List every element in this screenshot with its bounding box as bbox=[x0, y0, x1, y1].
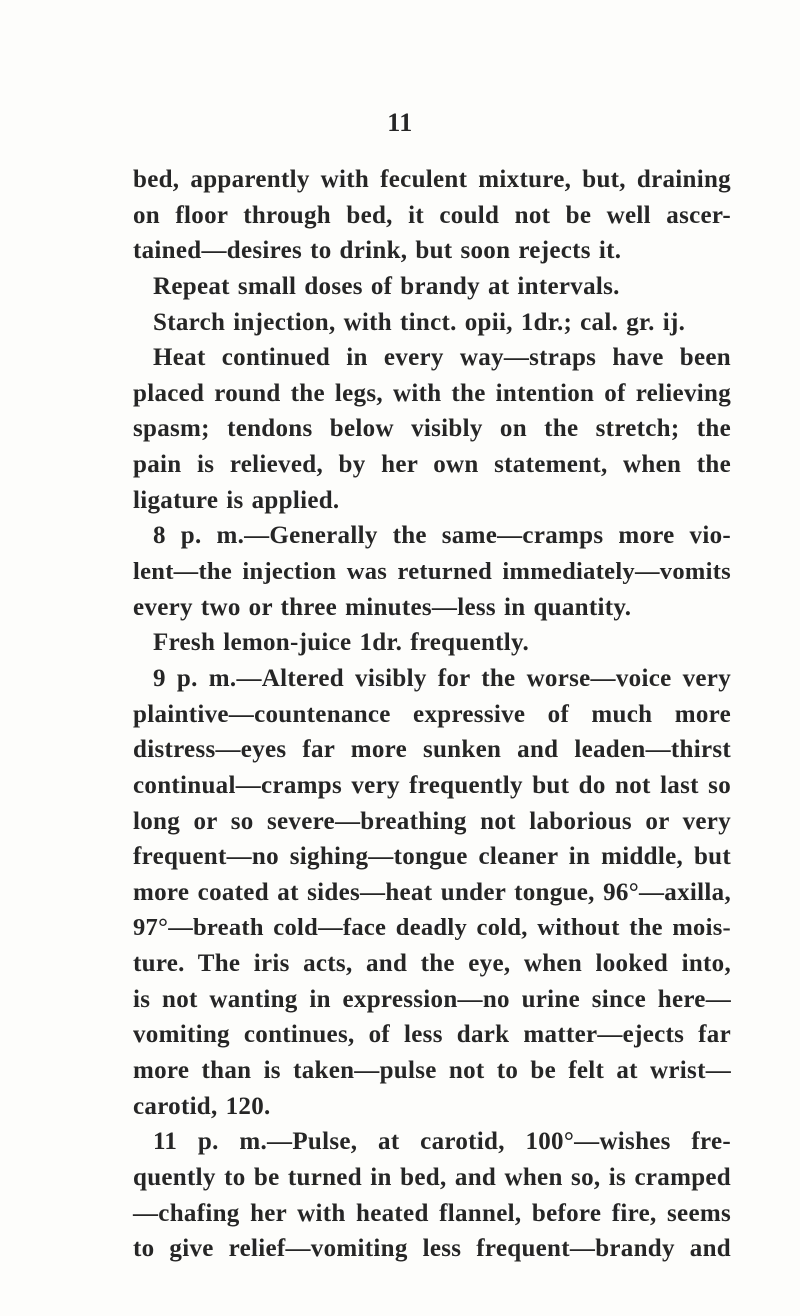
text-line: continual—cramps very frequently but do not last so bbox=[133, 771, 731, 799]
text-line: plaintive—countenance expressive of much more bbox=[133, 700, 731, 728]
time-entry-9pm: 9 p. m.—Altered visibly for the worse—voice very bbox=[153, 664, 731, 692]
text-line: quently to be turned in bed, and when so, is cramped bbox=[133, 1163, 731, 1191]
prescription-line: Repeat small doses of brandy at intervals. bbox=[153, 272, 620, 300]
text-line: is not wanting in expression—no urine since here— bbox=[133, 985, 731, 1013]
text-line: —chafing her with heated flannel, before fire, seems bbox=[133, 1199, 731, 1227]
text-line: ligature is applied. bbox=[133, 486, 340, 514]
text-line: ture. The iris acts, and the eye, when looked into, bbox=[133, 950, 731, 978]
text-line: tained—desires to drink, but soon rejects it. bbox=[133, 237, 622, 265]
time-entry-8pm: 8 p. m.—Generally the same—cramps more vio- bbox=[153, 522, 731, 550]
prescription-line: Starch injection, with tinct. opii, 1dr.; cal. gr. ij. bbox=[153, 308, 686, 336]
text-line: 97°—breath cold—face deadly cold, without the mois- bbox=[133, 914, 731, 942]
text-line: placed round the legs, with the intention of relieving bbox=[133, 379, 731, 407]
paragraph-start: Heat continued in every way—straps have been bbox=[153, 344, 731, 372]
prescription-line: Fresh lemon-juice 1dr. frequently. bbox=[153, 629, 530, 657]
text-line: more coated at sides—heat under tongue, 96°—axilla, bbox=[133, 878, 731, 906]
text-line: spasm; tendons below visibly on the stretch; the bbox=[133, 415, 731, 443]
text-line: long or so severe—breathing not laborious or very bbox=[133, 807, 731, 835]
text-line: frequent—no sighing—tongue cleaner in middle, but bbox=[133, 843, 731, 871]
text-line: more than is taken—pulse not to be felt at wrist— bbox=[133, 1057, 731, 1085]
time-entry-11pm: 11 p. m.—Pulse, at carotid, 100°—wishes fre- bbox=[153, 1128, 731, 1156]
text-line: vomiting continues, of less dark matter—ejects far bbox=[133, 1021, 731, 1049]
text-line: carotid, 120. bbox=[133, 1092, 271, 1120]
text-line: bed, apparently with feculent mixture, but, draining bbox=[133, 166, 731, 193]
text-line: distress—eyes far more sunken and leaden—thirst bbox=[133, 736, 731, 764]
text-line: to give relief—vomiting less frequent—brandy and bbox=[133, 1235, 731, 1263]
text-line: every two or three minutes—less in quantity. bbox=[133, 593, 632, 621]
body-text bbox=[133, 162, 731, 1267]
text-line: pain is relieved, by her own statement, when the bbox=[133, 451, 731, 479]
page-number: 11 bbox=[387, 108, 413, 137]
text-line: on floor through bed, it could not be well ascer- bbox=[133, 201, 731, 229]
text-line: lent—the injection was returned immediately—vomits bbox=[133, 558, 731, 586]
